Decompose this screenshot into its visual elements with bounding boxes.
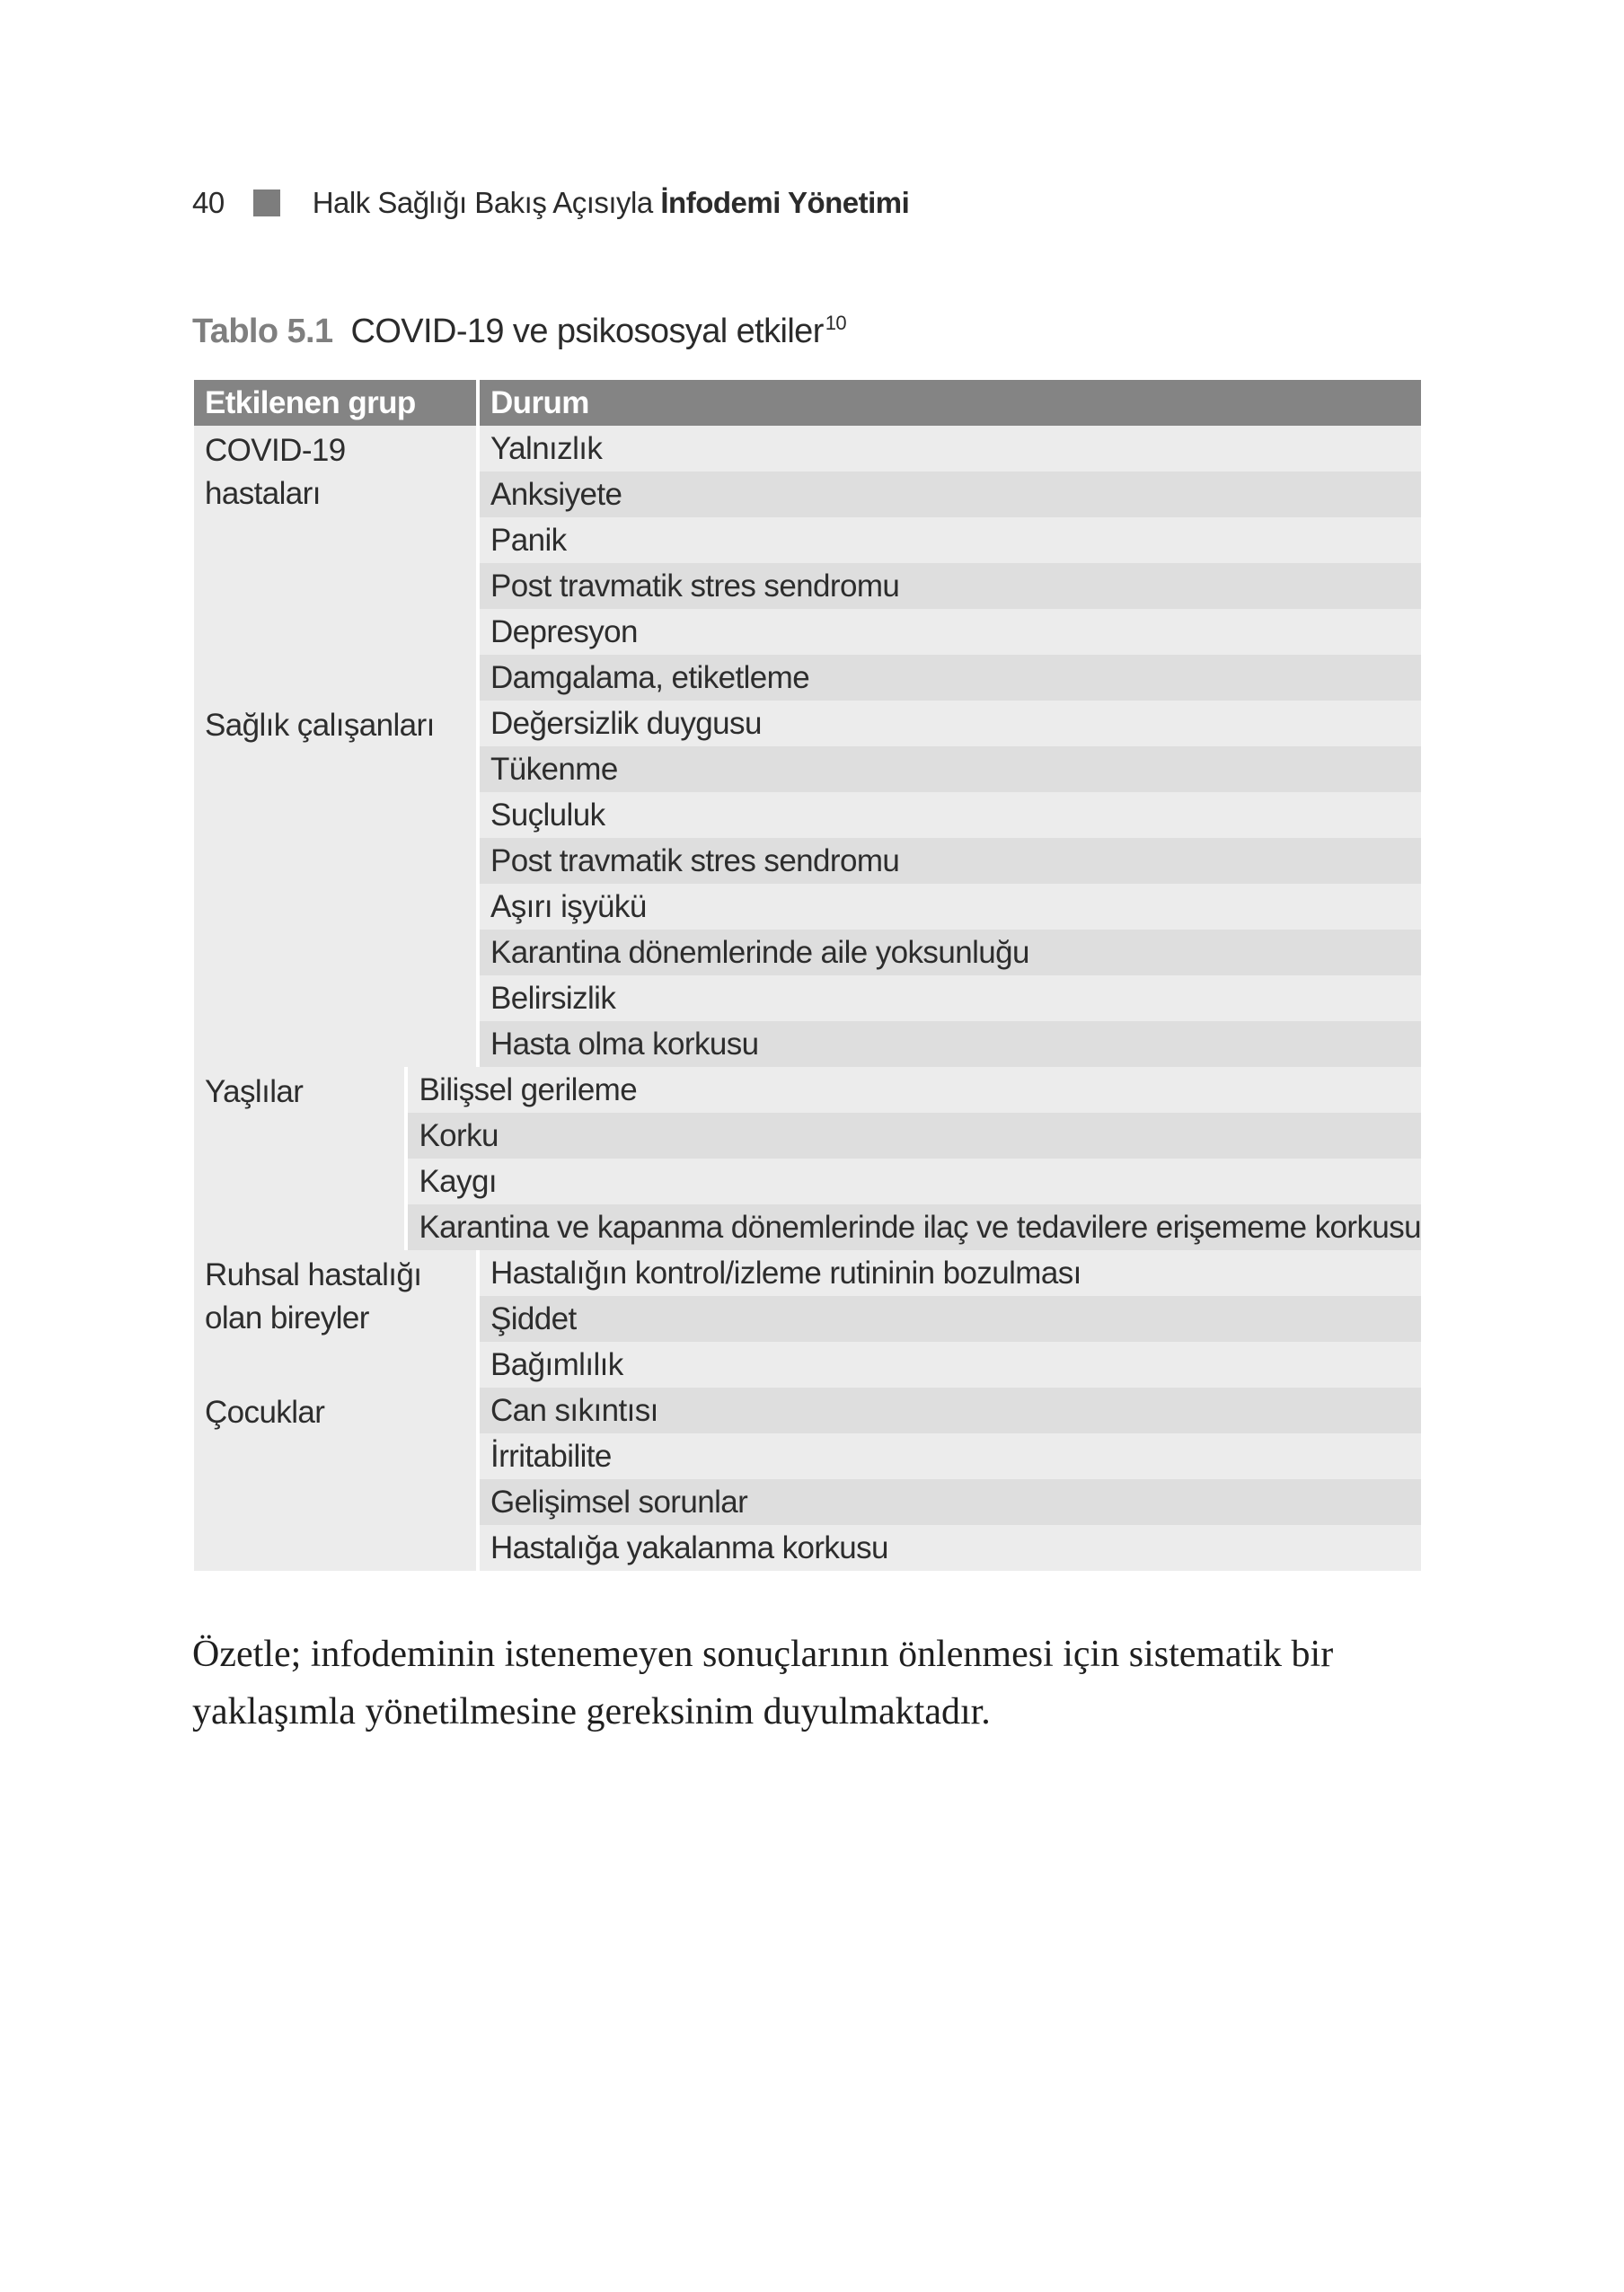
status-list [480, 701, 1421, 1067]
table-row: Yalnızlık [480, 426, 1421, 472]
table-header-row [194, 380, 1421, 426]
table-row: Suçluluk [480, 792, 1421, 838]
book-title-bold: İnfodemi Yönetimi [660, 186, 910, 219]
table-row: Anksiyete [480, 472, 1421, 517]
header-square-icon [253, 190, 280, 216]
table-group [194, 701, 1421, 1067]
header-status: Durum [490, 384, 589, 420]
status-list [480, 1388, 1421, 1571]
table-row: Kaygı [408, 1159, 1421, 1204]
group-name-cell: Çocuklar [194, 1388, 480, 1571]
table-row: Gelişimsel sorunlar [480, 1479, 1421, 1525]
table-row: Karantina ve kapanma dönemlerinde ilaç ve tedavilere erişememe korkusu [408, 1204, 1421, 1250]
table-row: Aşırı işyükü [480, 884, 1421, 930]
table-row: Bağımlılık [480, 1342, 1421, 1388]
group-name-cell: Sağlık çalışanları [194, 701, 480, 1067]
table-row: Hastalığa yakalanma korkusu [480, 1525, 1421, 1571]
table-group [194, 1388, 1421, 1571]
table-caption [192, 313, 846, 351]
table-row: Karantina dönemlerinde aile yoksunluğu [480, 930, 1421, 975]
table-group [194, 1067, 1421, 1250]
psychosocial-effects-table [194, 380, 1421, 1571]
table-row: Hastalığın kontrol/izleme rutininin bozulması [480, 1250, 1421, 1296]
table-row: Damgalama, etiketleme [480, 655, 1421, 701]
book-title [313, 186, 910, 220]
table-group [194, 1250, 1421, 1388]
table-caption-text: COVID-19 ve psikososyal etkiler [350, 313, 824, 350]
table-row: Can sıkıntısı [480, 1388, 1421, 1433]
running-header [192, 181, 909, 225]
table-row: Bilişsel gerileme [408, 1067, 1421, 1113]
status-list [480, 1250, 1421, 1388]
table-group [194, 426, 1421, 701]
status-list [408, 1067, 1421, 1250]
group-name-cell: COVID-19 hastaları [194, 426, 480, 701]
table-row: Hasta olma korkusu [480, 1021, 1421, 1067]
table-row: Tükenme [480, 746, 1421, 792]
table-row: İrritabilite [480, 1433, 1421, 1479]
table-row: Depresyon [480, 609, 1421, 655]
group-name-cell: Yaşlılar [194, 1067, 408, 1250]
header-affected-group: Etkilenen grup [194, 380, 480, 426]
table-caption-reference: 10 [825, 312, 847, 335]
table-caption-label: Tablo 5.1 [192, 313, 333, 350]
table-row: Şiddet [480, 1296, 1421, 1342]
table-row: Korku [408, 1113, 1421, 1159]
status-list [480, 426, 1421, 701]
page-number: 40 [192, 186, 225, 219]
table-row: Değersizlik duygusu [480, 701, 1421, 746]
table-row: Post travmatik stres sendromu [480, 838, 1421, 884]
group-name-cell: Ruhsal hastalığı olan bireyler [194, 1250, 480, 1388]
book-title-regular: Halk Sağlığı Bakış Açısıyla [312, 186, 661, 219]
table-row: Panik [480, 517, 1421, 563]
table-row: Post travmatik stres sendromu [480, 563, 1421, 609]
table-row: Belirsizlik [480, 975, 1421, 1021]
table-body [194, 426, 1421, 1571]
summary-paragraph: Özetle; infodeminin istenemeyen sonuçlarının önlenmesi için sistematik bir yaklaşımla yönetilmesine gereksinim duyulmaktadır. [192, 1634, 1334, 1732]
